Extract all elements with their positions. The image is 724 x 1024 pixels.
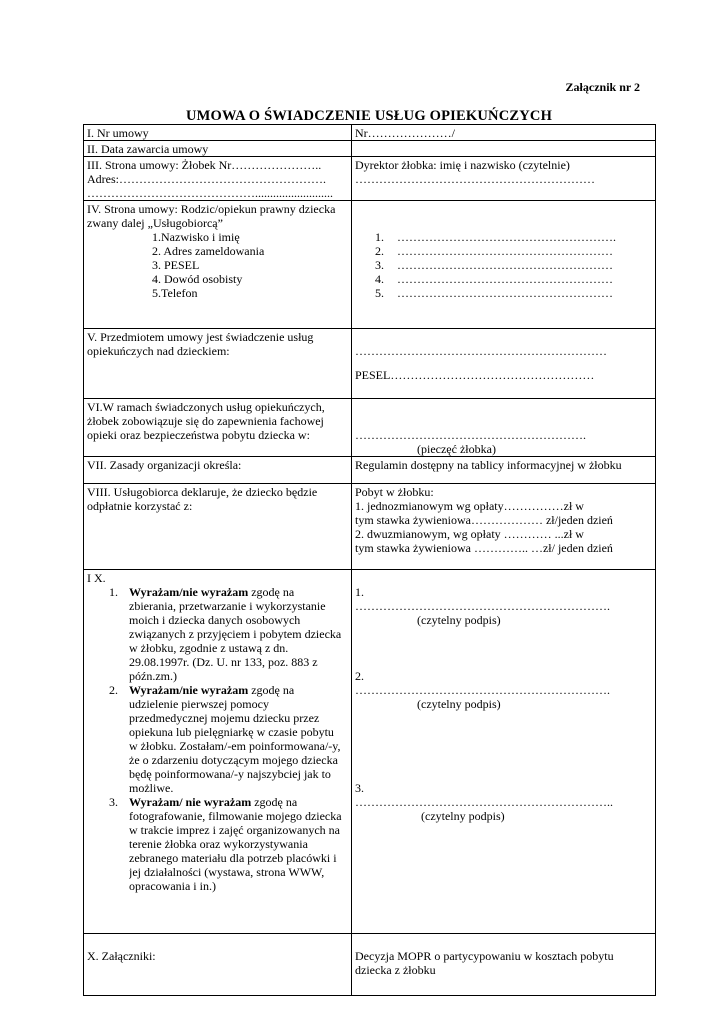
- consent-item-data-processing: 1. Wyrażam/nie wyrażam zgodę na zbierania, przetwarzanie i wykorzystanie moich i dziecka danych osobowych związanych z przyjęciem i pobytem dziecka w żłobku, zgodnie z ustawą z dn. 29.08.1997r. (Dz. U. nr 133, poz. 883 z późn.zm.): [109, 585, 342, 683]
- row-contract-date: [84, 141, 656, 157]
- row-parent-party: [84, 201, 656, 329]
- agreement-table: [83, 124, 656, 996]
- label-contract-number: I. Nr umowy: [84, 125, 352, 141]
- field-stay-options[interactable]: Pobyt w żłobku: 1. jednozmianowym wg opłaty……………zł w tym stawka żywieniowa……………… zł/jeden dzień 2. dwuzmianowym, wg opłaty ………… ...zł w tym stawka żywieniowa ………….. …zł/ jeden dzień: [352, 484, 656, 570]
- consents-list: I X. 1. Wyrażam/nie wyrażam zgodę na zbierania, przetwarzanie i wykorzystanie moich i dziecka danych osobowych związanych z przyjęciem i pobytem dziecka w żłobku, zgodnie z ustawą z dn. 29.08.1997r. (Dz. U. nr 133, poz. 883 z późn.zm.) 2. Wyrażam/nie wyrażam zgodę na udzielenie pierwszej pomocy przedmedycznej mojemu dziecku przez opiekuna lub pielęgniarkę w czasie pobytu w żłobku. Zostałam/-em poinformowana/-y, że o zdarzeniu dotyczącym mojego dziecka będę poinformowana/-y najszybciej jak to możliwe. 3. Wyrażam/ nie wyrażam zgodę na fotografowanie, filmowanie mojego dziecka w trakcie imprez i zajęć organizowanych na terenie żłobka oraz wykorzystywania zebranego materiału dla potrzeb placówki i jej działalności (wystawa, strona WWW, opracowania i in.): [84, 570, 352, 934]
- label-attachments: X. Załączniki:: [84, 934, 352, 996]
- row-subject: [84, 329, 656, 399]
- signature-2[interactable]: 2. ………………………………………………………. (czytelny podpis): [355, 669, 610, 711]
- label-contract-date: II. Data zawarcia umowy: [84, 141, 352, 157]
- row-payment-declaration: [84, 484, 656, 570]
- label-nursery-obligation: VI.W ramach świadczonych usług opiekuńczych, żłobek zobowiązuje się do zapewnienia fachowej opieki oraz bezpieczeństwa pobytu dziecka w:: [84, 399, 352, 457]
- document-title: UMOWA O ŚWIADCZENIE USŁUG OPIEKUŃCZYCH: [185, 108, 553, 124]
- label-payment-declaration: VIII. Usługobiorca deklaruje, że dziecko będzie odpłatnie korzystać z:: [84, 484, 352, 570]
- consent-signatures[interactable]: [352, 570, 656, 934]
- label-parent-party: IV. Strona umowy: Rodzic/opiekun prawny dziecka zwany dalej „Usługobiorcą” 1.Nazwisko i imię 2. Adres zameldowania 3. PESEL 4. Dowód osobisty 5.Telefon: [84, 201, 352, 329]
- label-rules: VII. Zasady organizacji określa:: [84, 457, 352, 484]
- row-consents: [84, 570, 656, 934]
- parent-fields-list: 1.Nazwisko i imię 2. Adres zameldowania 3. PESEL 4. Dowód osobisty 5.Telefon: [152, 230, 265, 300]
- label-subject: V. Przedmiotem umowy jest świadczenie usług opiekuńczych nad dzieckiem:: [84, 329, 352, 399]
- attachment-label: Załącznik nr 2: [565, 80, 640, 94]
- row-nursery-party: [84, 157, 656, 201]
- field-nursery-stamp[interactable]: …………………………………………………. (pieczęć żłobka): [352, 399, 656, 457]
- field-contract-date[interactable]: [352, 141, 656, 157]
- row-nursery-obligation: [84, 399, 656, 457]
- signature-3[interactable]: 3. ……………………………………………………….. (czytelny podpis): [355, 781, 613, 823]
- value-attachments: Decyzja MOPR o partycypowaniu w kosztach pobytu dziecka z żłobku: [352, 934, 656, 996]
- row-contract-number: [84, 125, 656, 141]
- field-contract-number[interactable]: Nr…………………/: [352, 125, 656, 141]
- row-attachments: [84, 934, 656, 996]
- consent-item-first-aid: 2. Wyrażam/nie wyrażam zgodę na udzielenie pierwszej pomocy przedmedycznej mojemu dziecku przez opiekuna lub pielęgniarkę w czasie pobytu w żłobku. Zostałam/-em poinformowana/-y, że o zdarzeniu dotyczącym mojego dziecka będę poinformowana/-y najszybciej jak to możliwe.: [109, 683, 341, 795]
- value-rules: Regulamin dostępny na tablicy informacyjnej w żłobku: [352, 457, 656, 484]
- field-child-data[interactable]: ……………………………………………………… PESEL……………………………………………: [352, 329, 656, 399]
- field-director-name[interactable]: Dyrektor żłobka: imię i nazwisko (czytelnie) ……………………………………………………: [352, 157, 656, 201]
- signature-1[interactable]: 1. ………………………………………………………. (czytelny podpis): [355, 585, 610, 627]
- consent-item-photography: 3. Wyrażam/ nie wyrażam zgodę na fotografowanie, filmowanie mojego dziecka w trakcie imprez i zajęć organizowanych na terenie żłobka oraz wykorzystywania zebranego materiału dla potrzeb placówki i jej działalności (wystawa, strona WWW, opracowania i in.): [109, 795, 342, 893]
- label-nursery-party: III. Strona umowy: Żłobek Nr………………….. Adres:……………………………………………. ……………………………………..........................: [84, 157, 352, 201]
- row-rules: [84, 457, 656, 484]
- field-parent-data[interactable]: 1. ………………………………………………. 2. ……………………………………………… 3. ……………………………………………… 4. ……………………………………………… 5. ………………………………………………: [352, 201, 656, 329]
